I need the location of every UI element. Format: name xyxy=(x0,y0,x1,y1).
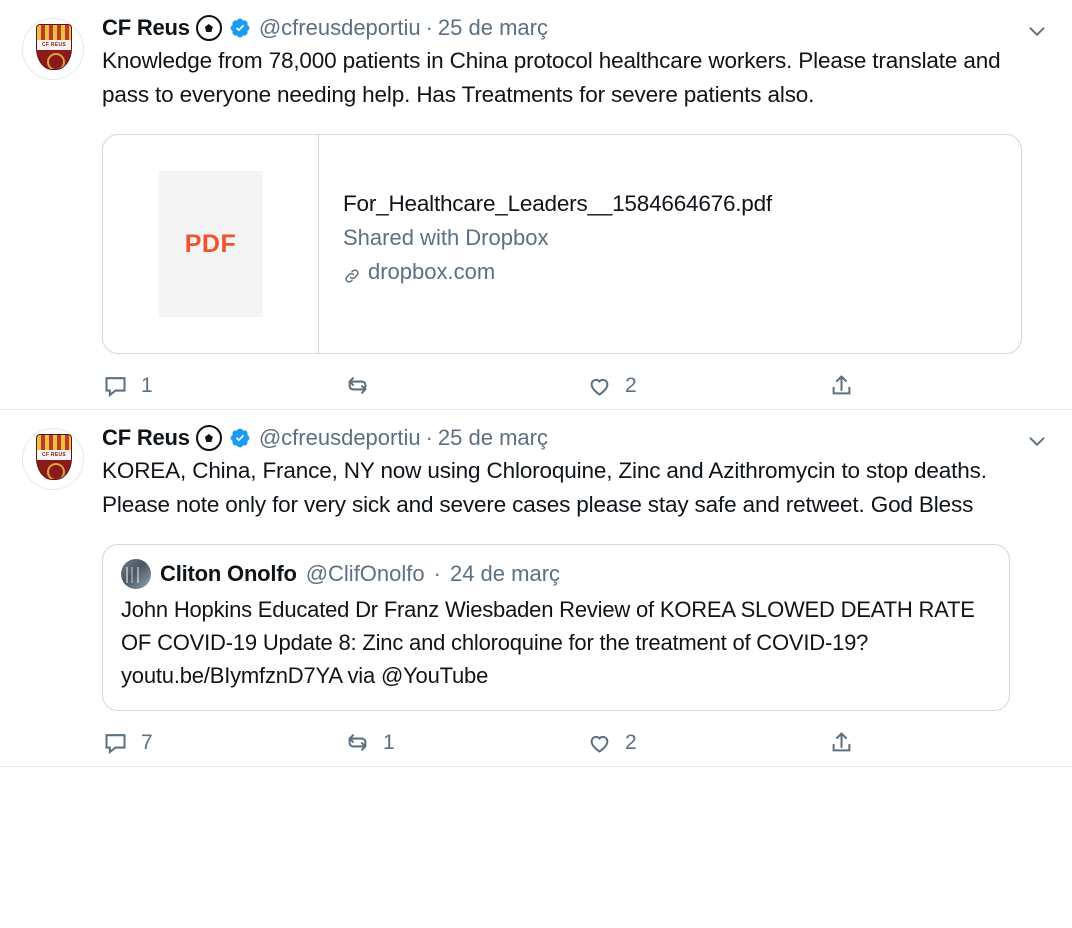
crest-shape xyxy=(36,434,72,480)
like-count: 2 xyxy=(625,373,637,397)
like-action[interactable] xyxy=(586,372,828,399)
quoted-tweet-header xyxy=(121,559,991,589)
link-preview-card[interactable] xyxy=(102,134,1022,354)
reply-count: 1 xyxy=(141,373,153,397)
card-domain-text: dropbox.com xyxy=(368,259,496,284)
quoted-author-name: Cliton Onolfo xyxy=(160,561,297,586)
heart-icon xyxy=(586,729,613,756)
tweet-actions xyxy=(102,372,952,399)
quoted-tweet-text: John Hopkins Educated Dr Franz Wiesbaden Review of KOREA SLOWED DEATH RATE OF COVID-19 Update 8: Zinc and chloroquine for the treatment of COVID-19? youtu.be/BIymfznD7YA via @YouTube xyxy=(121,597,975,688)
crest-stripes xyxy=(37,25,71,40)
cliton-onolfo-avatar[interactable] xyxy=(121,559,151,589)
share-action[interactable] xyxy=(828,729,867,756)
verified-badge-icon xyxy=(229,427,251,449)
avatar-column xyxy=(22,14,102,399)
crest-lower xyxy=(37,50,71,69)
tweet-actions xyxy=(102,729,952,756)
heart-icon xyxy=(586,372,613,399)
quoted-tweet[interactable] xyxy=(102,544,1010,711)
retweet-action[interactable] xyxy=(344,729,586,756)
card-description: Shared with Dropbox xyxy=(343,225,549,250)
reply-icon xyxy=(102,372,129,399)
tweet-header xyxy=(102,424,1044,452)
tweet-text: Knowledge from 78,000 patients in China protocol healthcare workers. Please translate and pass to everyone needing help. Has Treatments for severe patients also. xyxy=(102,48,1001,107)
header-separator: · xyxy=(425,425,433,450)
link-chain-icon xyxy=(343,263,361,281)
card-title: For_Healthcare_Leaders__1584664676.pdf xyxy=(343,191,772,216)
soccer-ball-icon xyxy=(196,15,222,41)
share-icon xyxy=(828,372,855,399)
retweet-action[interactable] xyxy=(344,372,586,399)
quoted-date: 24 de març xyxy=(449,561,561,586)
quoted-separator: · xyxy=(433,561,441,586)
tweet-body xyxy=(102,14,1050,399)
retweet-count: 1 xyxy=(383,730,395,754)
crest-band-label: CF REUS xyxy=(37,40,71,50)
cf-reus-crest-avatar[interactable] xyxy=(22,18,84,80)
tweet-header xyxy=(102,14,1044,42)
author-name[interactable]: CF Reus xyxy=(102,15,190,40)
chevron-down-icon[interactable] xyxy=(1024,18,1050,44)
crest-band-label: CF REUS xyxy=(37,450,71,460)
quoted-author-handle: @ClifOnolfo xyxy=(305,561,425,586)
share-action[interactable] xyxy=(828,372,867,399)
tweet-date[interactable]: 25 de març xyxy=(437,425,548,450)
header-separator: · xyxy=(425,15,433,40)
tweet-item[interactable] xyxy=(0,0,1072,410)
reply-action[interactable] xyxy=(102,372,344,399)
avatar-column xyxy=(22,424,102,756)
cf-reus-crest-avatar[interactable] xyxy=(22,428,84,490)
reply-count: 7 xyxy=(141,730,153,754)
pdf-file-icon xyxy=(159,171,263,317)
tweet-text: KOREA, China, France, NY now using Chloroquine, Zinc and Azithromycin to stop deaths. Please note only for very sick and severe cases please stay safe and retweet. God Bless xyxy=(102,458,987,517)
card-thumbnail xyxy=(103,135,319,353)
card-domain-row xyxy=(343,257,1001,287)
tweet-body xyxy=(102,424,1050,756)
retweet-icon xyxy=(344,729,371,756)
reply-action[interactable] xyxy=(102,729,344,756)
author-name[interactable]: CF Reus xyxy=(102,425,190,450)
crest-lower xyxy=(37,460,71,479)
crest-stripes xyxy=(37,435,71,450)
reply-icon xyxy=(102,729,129,756)
tweet-date[interactable]: 25 de març xyxy=(437,15,548,40)
retweet-icon xyxy=(344,372,371,399)
author-handle[interactable]: @cfreusdeportiu xyxy=(258,425,421,450)
like-action[interactable] xyxy=(586,729,828,756)
soccer-ball-icon xyxy=(196,425,222,451)
author-handle[interactable]: @cfreusdeportiu xyxy=(258,15,421,40)
verified-badge-icon xyxy=(229,17,251,39)
pdf-label: PDF xyxy=(184,229,237,258)
chevron-down-icon[interactable] xyxy=(1024,428,1050,454)
tweet-item[interactable] xyxy=(0,410,1072,767)
like-count: 2 xyxy=(625,730,637,754)
crest-shape xyxy=(36,24,72,70)
share-icon xyxy=(828,729,855,756)
card-info xyxy=(319,135,1021,353)
